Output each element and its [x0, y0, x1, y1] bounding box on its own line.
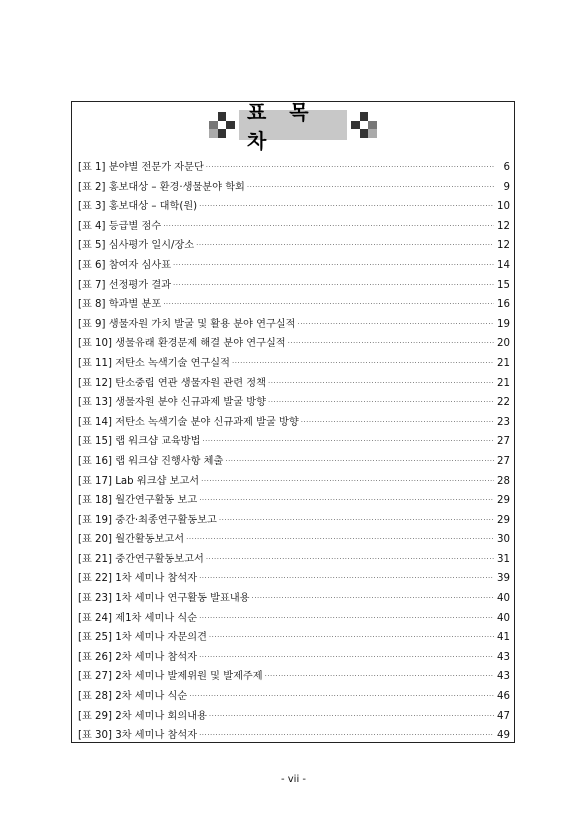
toc-entry-page: 21 — [497, 377, 510, 389]
toc-entry[interactable] — [78, 354, 510, 374]
toc-dot-leader — [199, 569, 494, 589]
toc-entry-page: 12 — [497, 240, 510, 252]
toc-entry-label: [표 14] 저탄소 녹색기술 분야 신규과제 발굴 방향 — [78, 416, 299, 428]
toc-entry-page: 10 — [497, 201, 510, 213]
toc-entry-page: 41 — [497, 632, 510, 644]
toc-entry-label: [표 24] 제1차 세미나 식순 — [78, 612, 198, 624]
toc-entry-label: [표 13] 생물자원 분야 신규과제 발굴 방향 — [78, 397, 266, 409]
toc-entry[interactable] — [78, 315, 510, 335]
table-of-contents-list — [78, 158, 510, 746]
toc-entry[interactable] — [78, 374, 510, 394]
toc-entry[interactable] — [78, 530, 510, 550]
toc-entry-label: [표 15] 랩 워크샵 교육방법 — [78, 436, 201, 448]
toc-dot-leader — [232, 354, 494, 374]
toc-entry[interactable] — [78, 472, 510, 492]
toc-entry[interactable] — [78, 295, 510, 315]
toc-entry-label: [표 11] 저탄소 녹색기술 연구실적 — [78, 357, 230, 369]
toc-entry[interactable] — [78, 687, 510, 707]
toc-entry-label: [표 3] 홍보대상 – 대학(원) — [78, 201, 198, 213]
toc-entry-page: 28 — [497, 475, 510, 487]
toc-entry-label: [표 30] 3차 세미나 참석자 — [78, 730, 198, 742]
toc-entry-page: 6 — [503, 162, 510, 173]
toc-entry[interactable] — [78, 432, 510, 452]
toc-entry-page: 9 — [503, 181, 510, 193]
toc-entry[interactable] — [78, 158, 510, 178]
toc-entry-label: [표 29] 2차 세미나 회의내용 — [78, 710, 207, 722]
toc-entry-label: [표 2] 홍보대상 – 환경·생물분야 학회 — [78, 181, 245, 193]
right-mosaic-ornament-icon — [351, 112, 377, 138]
toc-entry-page: 14 — [497, 259, 510, 271]
toc-dot-leader — [163, 295, 494, 315]
toc-entry-label: [표 25] 1차 세미나 자문의견 — [78, 632, 207, 644]
toc-entry-page: 21 — [497, 357, 510, 369]
page-number-footer: - vii - — [280, 774, 307, 785]
toc-entry[interactable] — [78, 648, 510, 668]
toc-entry-label: [표 12] 탄소중립 연관 생물자원 관련 정책 — [78, 377, 266, 389]
toc-entry[interactable] — [78, 589, 510, 609]
toc-dot-leader — [268, 374, 494, 394]
toc-entry-page: 46 — [497, 691, 510, 703]
toc-dot-leader — [225, 452, 494, 472]
title-row — [72, 100, 514, 153]
toc-entry-label: [표 23] 1차 세미나 연구활동 발표내용 — [78, 593, 250, 605]
toc-dot-leader — [199, 726, 494, 746]
toc-dot-leader — [265, 667, 494, 687]
toc-entry[interactable] — [78, 707, 510, 727]
toc-entry-label: [표 4] 등급별 점수 — [78, 220, 162, 232]
toc-entry[interactable] — [78, 276, 510, 296]
toc-dot-leader — [297, 315, 494, 335]
toc-dot-leader — [301, 413, 494, 433]
toc-entry-label: [표 20] 월간활동보고서 — [78, 534, 185, 546]
toc-dot-leader — [173, 256, 494, 276]
toc-entry-page: 22 — [497, 397, 510, 409]
toc-entry-page: 47 — [497, 710, 510, 722]
toc-dot-leader — [202, 432, 494, 452]
toc-entry-page: 43 — [497, 651, 510, 663]
toc-dot-leader — [173, 276, 494, 296]
toc-dot-leader — [199, 197, 494, 217]
toc-entry-page: 16 — [497, 299, 510, 311]
toc-entry-label: [표 9] 생물자원 가치 발굴 및 활용 분야 연구실적 — [78, 318, 296, 330]
toc-entry[interactable] — [78, 726, 510, 746]
toc-entry-label: [표 22] 1차 세미나 참석자 — [78, 573, 198, 585]
toc-entry-label: [표 18] 월간연구활동 보고 — [78, 495, 198, 507]
toc-entry-label: [표 17] Lab 워크샵 보고서 — [78, 475, 200, 487]
toc-entry[interactable] — [78, 667, 510, 687]
toc-entry-label: [표 26] 2차 세미나 참석자 — [78, 651, 198, 663]
toc-entry-label: [표 16] 랩 워크샵 진행사항 체출 — [78, 455, 224, 467]
toc-entry-label: [표 7] 선정평가 결과 — [78, 279, 172, 291]
toc-entry[interactable] — [78, 609, 510, 629]
toc-entry-label: [표 19] 중간·최종연구활동보고 — [78, 514, 217, 526]
toc-entry[interactable] — [78, 628, 510, 648]
toc-dot-leader — [206, 550, 494, 570]
toc-dot-leader — [219, 511, 494, 531]
toc-entry-label: [표 8] 학과별 분포 — [78, 299, 162, 311]
toc-entry-page: 23 — [497, 416, 510, 428]
toc-dot-leader — [163, 217, 494, 237]
toc-dot-leader — [209, 628, 494, 648]
toc-dot-leader — [209, 707, 494, 727]
toc-entry-label: [표 1] 분야별 전문가 자문단 — [78, 162, 204, 173]
toc-entry[interactable] — [78, 178, 510, 198]
toc-entry[interactable] — [78, 550, 510, 570]
toc-entry[interactable] — [78, 334, 510, 354]
toc-entry-page: 39 — [497, 573, 510, 585]
toc-dot-leader — [252, 589, 495, 609]
toc-entry[interactable] — [78, 511, 510, 531]
toc-dot-leader — [199, 609, 494, 629]
toc-frame — [71, 101, 515, 743]
toc-entry-label: [표 27] 2차 세미나 발제위원 및 발제주제 — [78, 671, 263, 683]
toc-dot-leader — [186, 530, 494, 550]
left-mosaic-ornament-icon — [209, 112, 235, 138]
toc-dot-leader — [247, 178, 495, 198]
toc-entry-page: 30 — [497, 534, 510, 546]
toc-entry[interactable] — [78, 413, 510, 433]
toc-dot-leader — [199, 648, 494, 668]
toc-entry-page: 31 — [497, 553, 510, 565]
toc-entry[interactable] — [78, 217, 510, 237]
toc-entry-page: 40 — [497, 593, 510, 605]
toc-entry[interactable] — [78, 452, 510, 472]
toc-dot-leader — [189, 687, 494, 707]
toc-entry[interactable] — [78, 569, 510, 589]
toc-entry-page: 12 — [497, 220, 510, 232]
page-title: 표 목 차 — [239, 110, 347, 140]
toc-entry-page: 15 — [497, 279, 510, 291]
toc-entry-page: 20 — [497, 338, 510, 350]
toc-dot-leader — [288, 334, 494, 354]
toc-dot-leader — [206, 158, 495, 178]
toc-entry-page: 19 — [497, 318, 510, 330]
toc-entry[interactable] — [78, 197, 510, 217]
toc-entry-page: 43 — [497, 671, 510, 683]
toc-entry-page: 40 — [497, 612, 510, 624]
toc-entry-page: 27 — [497, 455, 510, 467]
toc-entry[interactable] — [78, 393, 510, 413]
toc-entry-page: 29 — [497, 514, 510, 526]
toc-entry-page: 29 — [497, 495, 510, 507]
toc-entry[interactable] — [78, 491, 510, 511]
toc-entry-label: [표 10] 생물유래 환경문제 해결 분야 연구실적 — [78, 338, 286, 350]
toc-dot-leader — [199, 491, 494, 511]
toc-entry[interactable] — [78, 236, 510, 256]
toc-dot-leader — [196, 236, 494, 256]
toc-entry-label: [표 5] 심사평가 일시/장소 — [78, 240, 195, 252]
toc-entry-page: 27 — [497, 436, 510, 448]
toc-entry-label: [표 28] 2차 세미나 식순 — [78, 691, 188, 703]
toc-entry[interactable] — [78, 256, 510, 276]
toc-entry-label: [표 21] 중간연구활동보고서 — [78, 553, 204, 565]
toc-entry-page: 49 — [497, 730, 510, 742]
toc-entry-label: [표 6] 참여자 심사표 — [78, 259, 172, 271]
toc-dot-leader — [201, 472, 494, 492]
toc-dot-leader — [268, 393, 494, 413]
